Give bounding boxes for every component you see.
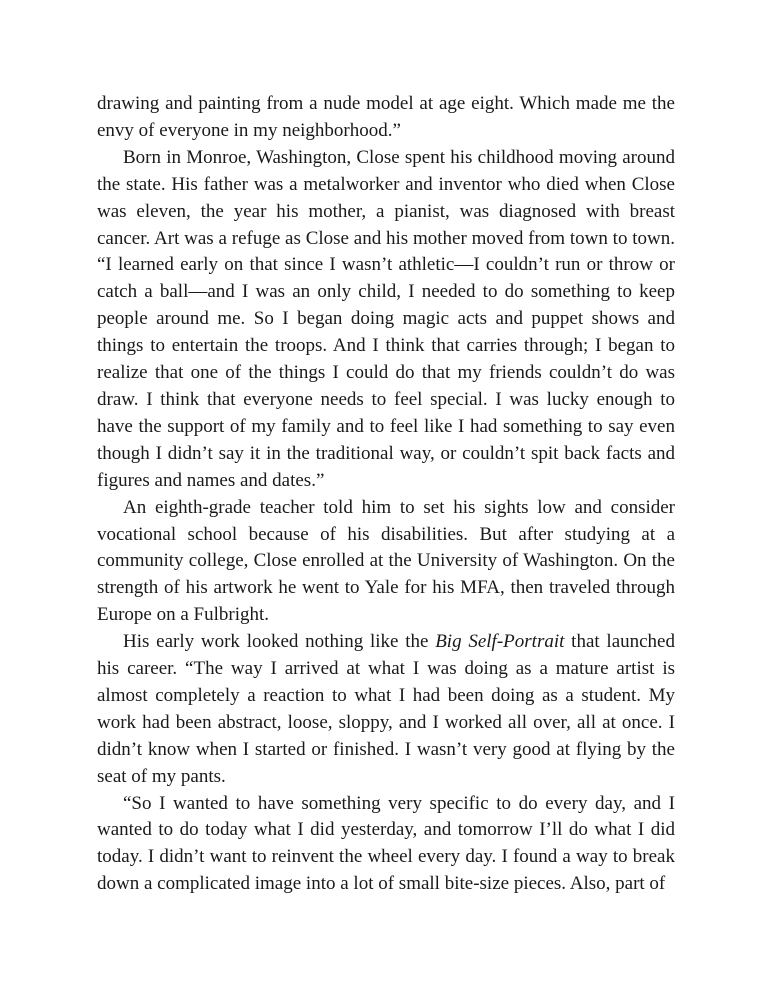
paragraph-early-work-text-2: that launched his career. “The way I arrived at what I was doing as a mature artist is almost completely a reaction to what I had been doing as a student. My work had been abstract, loose, sloppy, and I worked all over, all at once. I didn’t know when I started or finished. I wasn’t very good at flying by the seat of my pants. bbox=[97, 631, 675, 787]
paragraph-early-work bbox=[97, 629, 675, 790]
paragraph-early-work-text-1: His early work looked nothing like the bbox=[123, 631, 436, 653]
page-body bbox=[97, 91, 675, 898]
paragraph-continuation: drawing and painting from a nude model at age eight. Which made me the envy of everyone in my neighborhood.” bbox=[97, 93, 675, 141]
artwork-title: Big Self-Portrait bbox=[435, 631, 565, 653]
paragraph-childhood: Born in Monroe, Washington, Close spent his childhood moving around the state. His father was a metalworker and inventor who died when Close was eleven, the year his mother, a pianist, was diagnosed with breast cancer. Art was a refuge as Close and his mother moved from town to town. “I learned early on that since I wasn’t athletic—I couldn’t run or throw or catch a ball—and I was an only child, I needed to do something to keep people around me. So I began doing magic acts and puppet shows and things to entertain the troops. And I think that carries through; I began to realize that one of the things I could do that my friends couldn’t do was draw. I think that everyone needs to feel special. I was lucky enough to have the support of my family and to feel like I had something to say even though I didn’t say it in the traditional way, or couldn’t spit back facts and figures and names and dates.” bbox=[97, 146, 675, 491]
paragraph-education: An eighth-grade teacher told him to set his sights low and consider vocational school because of his disabilities. But after studying at a community college, Close enrolled at the University of Washington. On the strength of his artwork he went to Yale for his MFA, then traveled through Europe on a Fulbright. bbox=[97, 496, 675, 626]
paragraph-method: “So I wanted to have something very specific to do every day, and I wanted to do today what I did yesterday, and tomorrow I’ll do what I did today. I didn’t want to reinvent the wheel every day. I found a way to break down a complicated image into a lot of small bite-size pieces. Also, part of bbox=[97, 792, 675, 895]
